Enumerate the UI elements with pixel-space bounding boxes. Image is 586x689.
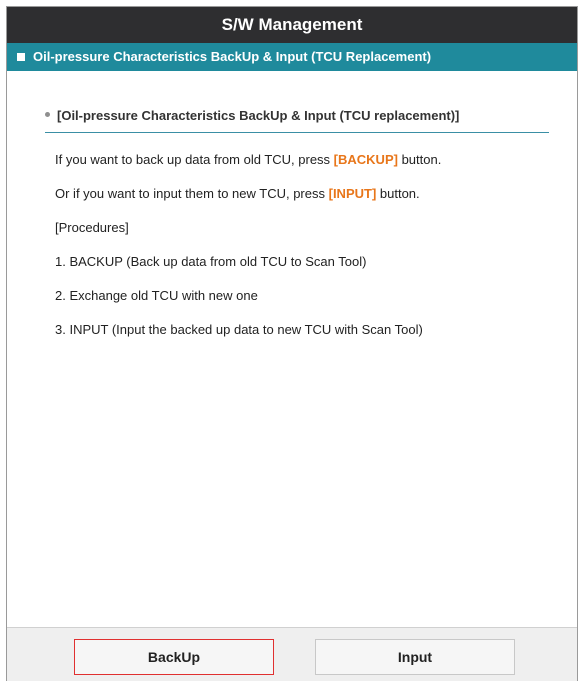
procedure-step-3: 3. INPUT (Input the backed up data to new TCU with Scan Tool) (55, 322, 423, 337)
content-area (7, 71, 577, 625)
instruction-backup-pre: If you want to back up data from old TCU, press (55, 152, 334, 167)
section-heading-text: [Oil-pressure Characteristics BackUp & Input (TCU replacement)] (57, 108, 460, 123)
procedure-step-2: 2. Exchange old TCU with new one (55, 288, 258, 303)
square-bullet-icon (17, 53, 25, 61)
input-button[interactable]: Input (315, 639, 515, 675)
button-bar (7, 627, 577, 681)
section-heading (45, 108, 549, 133)
window-title: S/W Management (7, 7, 577, 43)
subheader-title: Oil-pressure Characteristics BackUp & Input (TCU Replacement) (33, 49, 432, 64)
instruction-input-pre: Or if you want to input them to new TCU, press (55, 186, 329, 201)
dot-bullet-icon (45, 112, 50, 117)
subheader-bar (7, 43, 577, 71)
instruction-input-post: button. (376, 186, 420, 201)
procedures-title: [Procedures] (55, 220, 129, 235)
instruction-backup-post: button. (397, 152, 442, 167)
instruction-backup (55, 152, 441, 167)
procedure-step-1: 1. BACKUP (Back up data from old TCU to Scan Tool) (55, 254, 367, 269)
input-highlight: [INPUT] (328, 186, 377, 201)
sw-management-window (6, 6, 578, 681)
backup-highlight: [BACKUP] (333, 152, 398, 167)
instruction-input (55, 186, 420, 201)
backup-button[interactable]: BackUp (74, 639, 274, 675)
